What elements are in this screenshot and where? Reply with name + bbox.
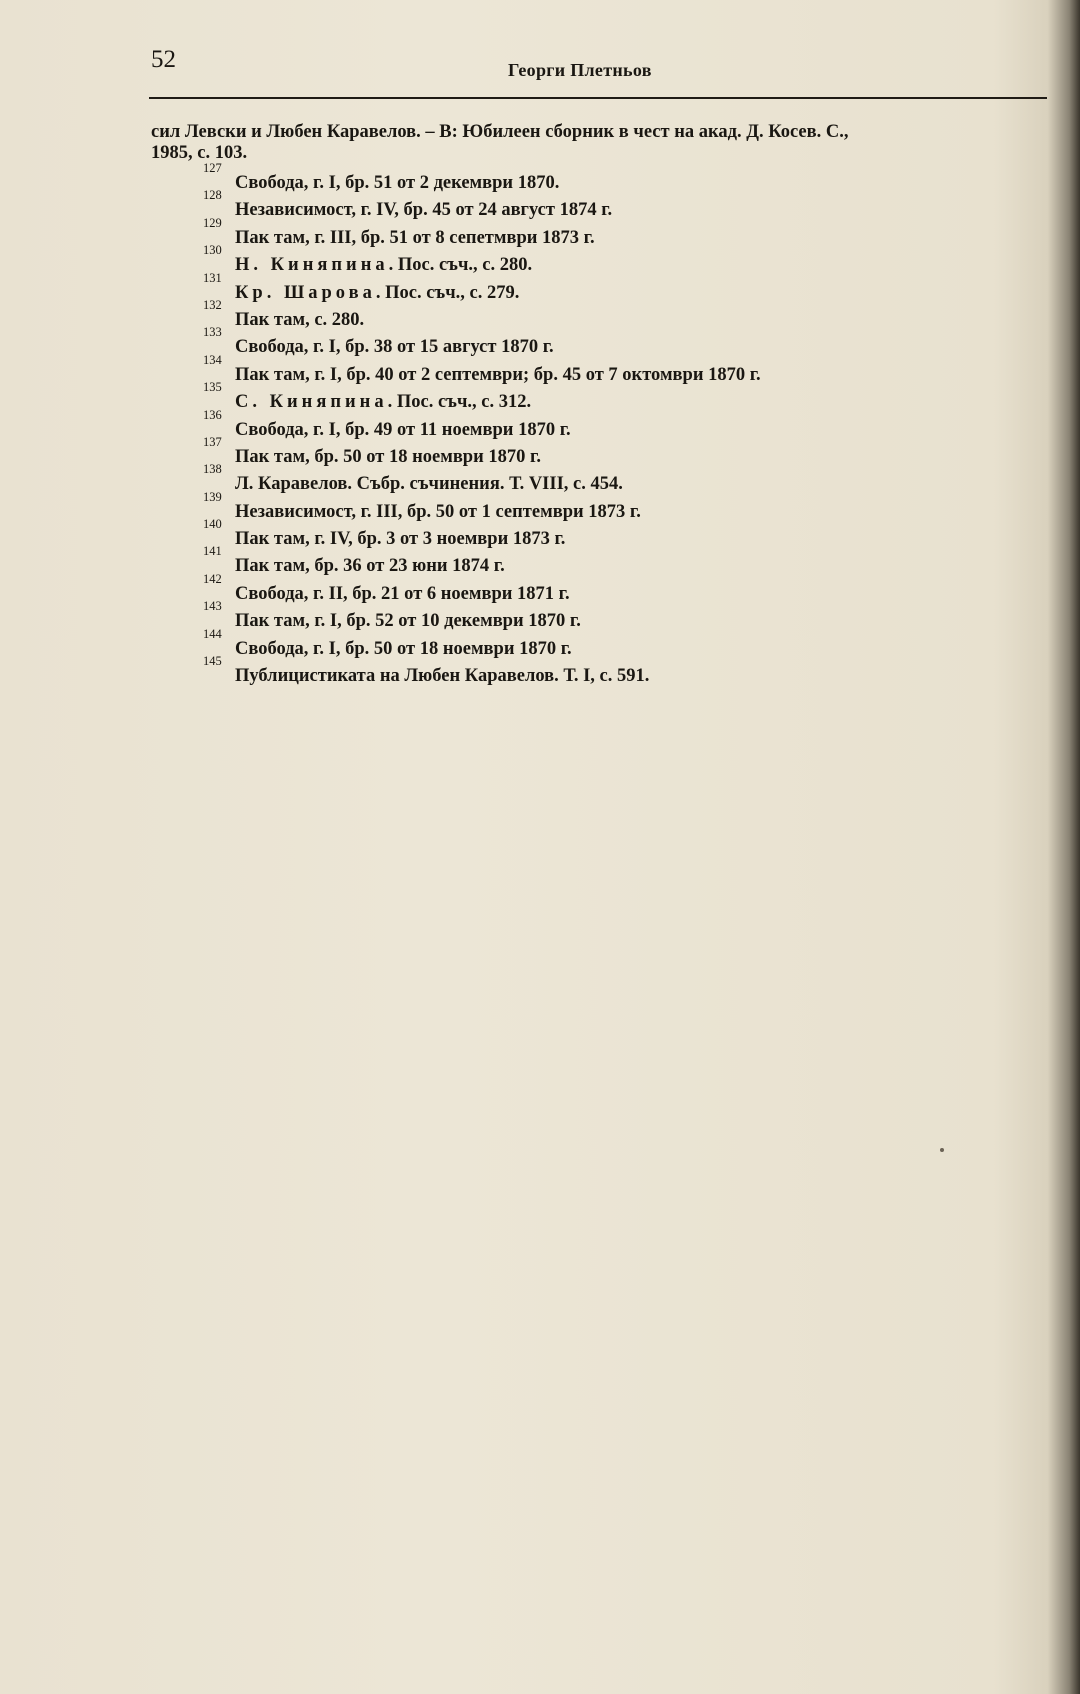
footnote-number: 142 — [203, 571, 222, 586]
footnote-item — [203, 270, 1043, 307]
footnote-item — [203, 434, 1043, 471]
footnote-author: Кр. Шарова — [235, 282, 376, 303]
footnote-number: 128 — [203, 188, 222, 203]
footnote-text: Пак там, с. 280. — [235, 309, 365, 330]
footnote-number: 144 — [203, 626, 222, 641]
footnote-item — [203, 517, 1043, 553]
footnote-item — [203, 188, 1043, 224]
footnote-item — [203, 407, 1043, 444]
footnote-number: 141 — [203, 544, 222, 559]
footnote-number: 131 — [203, 270, 222, 285]
footnote-author: С. Киняпина — [235, 392, 388, 413]
footnote-text: Свобода, г. II, бр. 21 от 6 ноември 1871 г. — [235, 583, 570, 604]
footnote-item — [203, 352, 1043, 389]
footnote-number: 132 — [203, 297, 222, 312]
footnote-item — [203, 297, 1043, 334]
footnote-number: 137 — [203, 434, 222, 449]
footnote-text: Свобода, г. I, бр. 38 от 15 август 1870 г. — [235, 337, 554, 358]
footnote-item — [203, 161, 1043, 197]
footnote-number: 129 — [203, 215, 222, 230]
footnote-text: Пак там, г. I, бр. 52 от 10 декември 1870 г. — [235, 611, 581, 632]
footnote-text: Свобода, г. I, бр. 51 от 2 декември 1870. — [235, 173, 560, 193]
footnote-item — [203, 380, 1043, 416]
footnote-text: Пак там, г. I, бр. 40 от 2 септември; бр. 45 от 7 октомври 1870 г. — [235, 364, 761, 385]
continuation-line-2: 1985, с. 103. — [151, 143, 248, 163]
footnote-item — [203, 215, 1043, 252]
footnote-number: 136 — [203, 407, 222, 422]
footnote-item — [203, 489, 1043, 526]
footnote-item — [203, 654, 1043, 690]
footnote-text: Пак там, г. III, бр. 51 от 8 сепетмври 1873 г. — [235, 227, 595, 248]
footnote-number: 145 — [203, 654, 222, 669]
continuation-line-1: сил Левски и Любен Каравелов. – В: Юбилеен сборник в чест на акад. Д. Косев. С., — [151, 122, 849, 142]
footnote-number: 140 — [203, 517, 222, 532]
footnote-number: 130 — [203, 243, 222, 258]
footnote-text: Свобода, г. I, бр. 49 от 11 ноември 1870 г. — [235, 419, 571, 440]
footnote-list — [203, 161, 1043, 690]
header-rule — [149, 97, 1047, 99]
footnote-number: 134 — [203, 352, 222, 367]
footnote-text: . Пос. съч., с. 280. — [388, 255, 533, 276]
footnote-number: 127 — [203, 161, 222, 175]
footnote-text: Публицистиката на Любен Каравелов. Т. I, с. 591. — [235, 666, 650, 687]
footnote-number: 143 — [203, 599, 222, 614]
footnote-item — [203, 571, 1043, 608]
footnote-text: Независимост, г. III, бр. 50 от 1 септември 1873 г. — [235, 501, 641, 522]
footnote-text: . Пос. съч., с. 279. — [375, 282, 520, 303]
footnote-number: 133 — [203, 325, 222, 340]
footnote-item — [203, 462, 1043, 498]
footnote-number: 135 — [203, 380, 222, 395]
footnote-item — [203, 243, 1043, 279]
footnote-text: Пак там, бр. 36 от 23 юни 1874 г. — [235, 556, 505, 577]
footnote-text: Свобода, г. I, бр. 50 от 18 ноември 1870 г. — [235, 638, 572, 659]
footnote-item — [203, 599, 1043, 635]
footnote-author: Н. Киняпина — [235, 255, 389, 276]
footnote-continuation — [151, 122, 1051, 164]
print-speck — [940, 1148, 944, 1152]
footnote-text: Пак там, г. IV, бр. 3 от 3 ноември 1873 г. — [235, 529, 566, 550]
footnote-number: 138 — [203, 462, 222, 477]
running-head: Георги Плетньов — [508, 60, 652, 80]
page-number: 52 — [151, 46, 176, 73]
footnote-item — [203, 544, 1043, 580]
footnote-text: . Пос. съч., с. 312. — [387, 392, 532, 413]
footnote-item — [203, 626, 1043, 663]
footnote-text: Независимост, г. IV, бр. 45 от 24 август 1874 г. — [235, 200, 613, 221]
footnote-text: Л. Каравелов. Събр. съчинения. Т. VIII, с. 454. — [235, 474, 623, 495]
footnote-text: Пак там, бр. 50 от 18 ноември 1870 г. — [235, 446, 541, 467]
footnote-item — [203, 325, 1043, 361]
footnote-number: 139 — [203, 489, 222, 504]
